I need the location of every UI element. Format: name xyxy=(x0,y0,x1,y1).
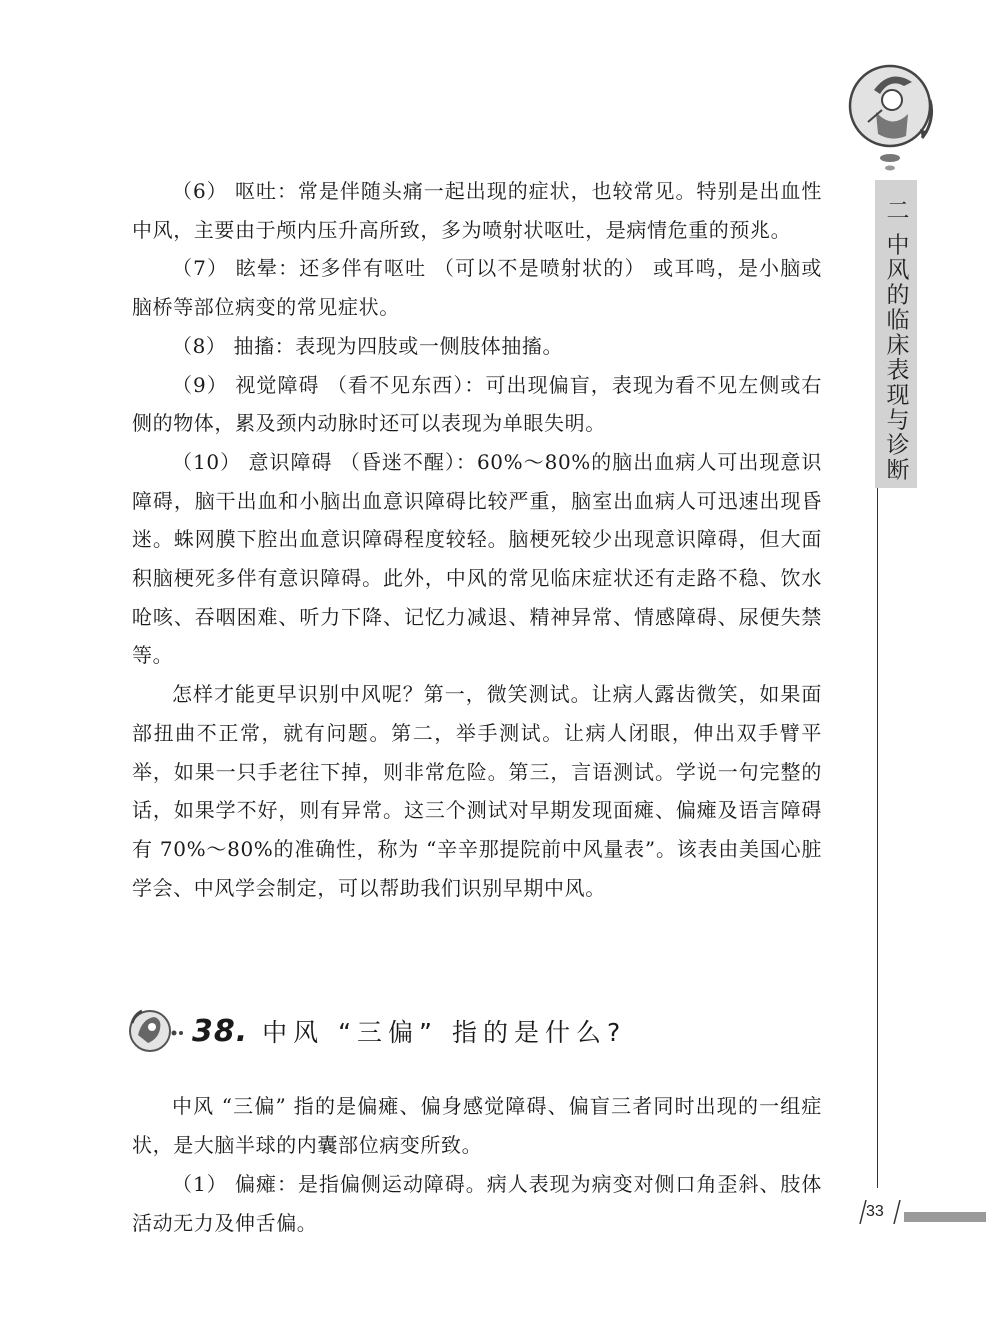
section-heading xyxy=(128,1006,828,1056)
section-title: 中风 “三偏” 指的是什么? xyxy=(262,1018,627,1047)
side-divider xyxy=(877,488,878,1188)
paragraph: （7） 眩晕：还多伴有呕吐 （可以不是喷射状的） 或耳鸣，是小脑或脑桥等部位病变的常见症状。 xyxy=(132,256,822,320)
paragraph: （9） 视觉障碍 （看不见东西）：可出现偏盲，表现为看不见左侧或右侧的物体，累及颈内动脉时还可以表现为单眼失明。 xyxy=(132,372,822,436)
body-text xyxy=(132,172,822,907)
paragraph: （10） 意识障碍 （昏迷不醒）：60%～80%的脑出血病人可出现意识障碍，脑干出血和小脑出血意识障碍比较严重，脑室出血病人可迅速出现昏迷。蛛网膜下腔出血意识障碍程度较轻。脑梗死较少出现意识障碍，但大面积脑梗死多伴有意识障碍。此外，中风的常见临床症状还有走路不稳、饮水呛咳、吞咽困难、听力下降、记忆力减退、精神异常、情感障碍、尿便失禁等。 xyxy=(132,449,822,668)
paragraph: 中风 “三偏” 指的是偏瘫、偏身感觉障碍、偏盲三者同时出现的一组症状，是大脑半球的内囊部位病变所致。 xyxy=(132,1094,822,1157)
page-number: 33 xyxy=(866,1203,884,1220)
paragraph: （8） 抽搐：表现为四肢或一侧肢体抽搐。 xyxy=(172,333,564,358)
chapter-side-tab xyxy=(875,180,917,488)
section-number: 38. xyxy=(192,1013,249,1049)
paragraph: （1） 偏瘫：是指偏侧运动障碍。病人表现为病变对侧口角歪斜、肢体活动无力及伸舌偏。 xyxy=(132,1172,822,1235)
body-text-continued xyxy=(132,1087,822,1243)
paragraph: 怎样才能更早识别中风呢？第一，微笑测试。让病人露齿微笑，如果面部扭曲不正常，就有问题。第二，举手测试。让病人闭眼，伸出双手臂平举，如果一只手老往下掉，则非常危险。第三，言语测试。学说一句完整的话，如果学不好，则有异常。这三个测试对早期发现面瘫、偏瘫及语言障碍有 70%～80%的准确性，称为 “辛辛那提院前中风量表”。该表由美国心脏学会、中风学会制定，可以帮助我们识别早期中风。 xyxy=(132,682,822,900)
chapter-title: 二 中风的临床表现与诊断 xyxy=(882,198,909,483)
mascot-icon xyxy=(846,60,946,172)
paragraph: （6） 呕吐：常是伴随头痛一起出现的症状，也较常见。特别是出血性中风，主要由于颅内压升高所致，多为喷射状呕吐，是病情危重的预兆。 xyxy=(132,179,822,242)
section-icon xyxy=(128,1005,186,1057)
